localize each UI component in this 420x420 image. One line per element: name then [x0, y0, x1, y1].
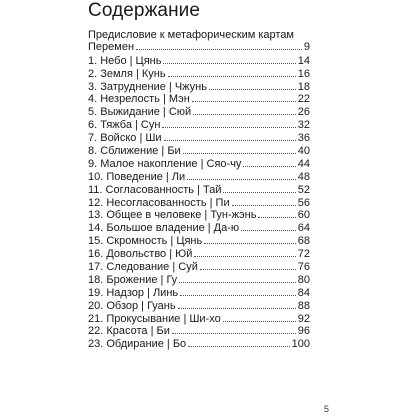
- toc-entry-title: 13. Общее в человеке | Тун-жэнь: [88, 209, 257, 222]
- toc-entry-page: 22: [297, 93, 310, 106]
- toc-entry-page: 9: [303, 41, 310, 53]
- toc-entry: [88, 299, 310, 312]
- toc-entry-title: 20. Обзор | Гуань: [88, 299, 176, 312]
- toc-entry-page: 84: [297, 286, 310, 299]
- toc-entry-title: 8. Сближение | Би: [88, 145, 181, 158]
- dot-leader: [136, 49, 302, 50]
- toc-entry-title: 21. Прокусывание | Ши-хо: [88, 312, 221, 325]
- dot-leader: [209, 89, 296, 90]
- toc-entry-title: 19. Надзор | Линь: [88, 286, 179, 299]
- dot-leader: [192, 101, 296, 102]
- toc-entry-title: 12. Несогласованность | Пи: [88, 196, 230, 209]
- toc-entry-page: 26: [297, 106, 310, 119]
- toc-entry-title-line2: Перемен: [88, 41, 135, 53]
- toc-entry: [88, 105, 310, 118]
- toc-entry-page: 40: [297, 145, 310, 158]
- table-of-contents: [88, 29, 310, 350]
- toc-entry-title: 7. Войско | Ши: [88, 132, 162, 145]
- toc-entry-page: 92: [297, 312, 310, 325]
- dot-leader: [241, 230, 296, 231]
- toc-list: [88, 54, 310, 350]
- toc-entry: [88, 54, 310, 67]
- dot-leader: [194, 256, 295, 257]
- dot-leader: [243, 166, 295, 167]
- toc-entry: [88, 80, 310, 93]
- toc-entry-title: 4. Незрелость | Мэн: [88, 93, 190, 106]
- toc-entry-page: 48: [297, 170, 310, 183]
- toc-entry-page: 56: [297, 196, 310, 209]
- dot-leader: [200, 269, 296, 270]
- dot-leader: [258, 217, 295, 218]
- toc-entry-title: 5. Выжидание | Сюй: [88, 106, 192, 119]
- toc-entry-page: 44: [297, 157, 310, 170]
- toc-entry-page: 80: [297, 273, 310, 286]
- dot-leader: [179, 282, 296, 283]
- toc-entry-title: 9. Малое накопление | Сяо-чу: [88, 157, 242, 170]
- toc-entry-title: 6. Тяжба | Сун: [88, 119, 161, 132]
- dot-leader: [178, 308, 296, 309]
- toc-entry: [88, 247, 310, 260]
- dot-leader: [232, 205, 296, 206]
- dot-leader: [223, 192, 295, 193]
- dot-leader: [187, 179, 296, 180]
- toc-entry: [88, 157, 310, 170]
- toc-entry: [88, 144, 310, 157]
- toc-entry-page: 72: [297, 248, 310, 261]
- dot-leader: [168, 76, 296, 77]
- dot-leader: [180, 295, 296, 296]
- dot-leader: [163, 63, 295, 64]
- toc-entry-title: 17. Следование | Суй: [88, 261, 198, 274]
- toc-entry-title-line1: Предисловие к метафорическим картам: [88, 29, 294, 41]
- toc-entry: [88, 93, 310, 106]
- toc-entry-title: 10. Поведение | Ли: [88, 170, 186, 183]
- dot-leader: [223, 321, 296, 322]
- toc-entry-page: 68: [297, 235, 310, 248]
- toc-entry-title: 23. Обдирание | Бо: [88, 338, 187, 351]
- page-number: 5: [324, 404, 330, 414]
- toc-entry: [88, 183, 310, 196]
- toc-entry-page: 96: [297, 325, 310, 338]
- toc-entry-title: 18. Брожение | Гу: [88, 273, 178, 286]
- page-title: Содержание: [88, 0, 201, 21]
- toc-entry: [88, 312, 310, 325]
- toc-entry-title: 2. Земля | Кунь: [88, 67, 166, 80]
- dot-leader: [183, 153, 296, 154]
- toc-entry-title: 22. Красота | Би: [88, 325, 170, 338]
- dot-leader: [172, 333, 296, 334]
- toc-entry-title: 11. Согласованность | Тай: [88, 183, 222, 196]
- toc-entry-page: 88: [297, 299, 310, 312]
- toc-entry: [88, 260, 310, 273]
- toc-entry: [88, 286, 310, 299]
- toc-entry: [88, 209, 310, 222]
- toc-entry-title: 16. Довольство | Юй: [88, 248, 193, 261]
- toc-entry-title: 1. Небо | Цянь: [88, 54, 162, 67]
- toc-entry: [88, 337, 310, 350]
- toc-entry-page: 64: [297, 222, 310, 235]
- toc-entry-page: 60: [297, 209, 310, 222]
- toc-entry-title: 14. Большое владение | Да-ю: [88, 222, 240, 235]
- dot-leader: [162, 127, 295, 128]
- toc-entry: [88, 118, 310, 131]
- toc-entry-page: 76: [297, 261, 310, 274]
- toc-entry: [88, 131, 310, 144]
- toc-entry-page: 18: [297, 80, 310, 93]
- toc-entry: [88, 170, 310, 183]
- toc-entry-page: 52: [297, 183, 310, 196]
- toc-entry-page: 16: [297, 67, 310, 80]
- dot-leader: [193, 114, 296, 115]
- dot-leader: [164, 140, 296, 141]
- toc-entry-page: 36: [297, 132, 310, 145]
- dot-leader: [204, 243, 296, 244]
- toc-entry: [88, 221, 310, 234]
- toc-entry: [88, 325, 310, 338]
- toc-entry-page: 32: [297, 119, 310, 132]
- toc-entry: [88, 67, 310, 80]
- dot-leader: [188, 346, 289, 347]
- toc-entry-preface: [88, 29, 310, 53]
- toc-entry: [88, 273, 310, 286]
- toc-entry-title: 15. Скромность | Цянь: [88, 235, 203, 248]
- toc-entry: [88, 234, 310, 247]
- toc-entry-title: 3. Затруднение | Чжунь: [88, 80, 207, 93]
- toc-entry-page: 14: [297, 54, 310, 67]
- toc-entry-page: 100: [291, 338, 310, 351]
- toc-entry: [88, 196, 310, 209]
